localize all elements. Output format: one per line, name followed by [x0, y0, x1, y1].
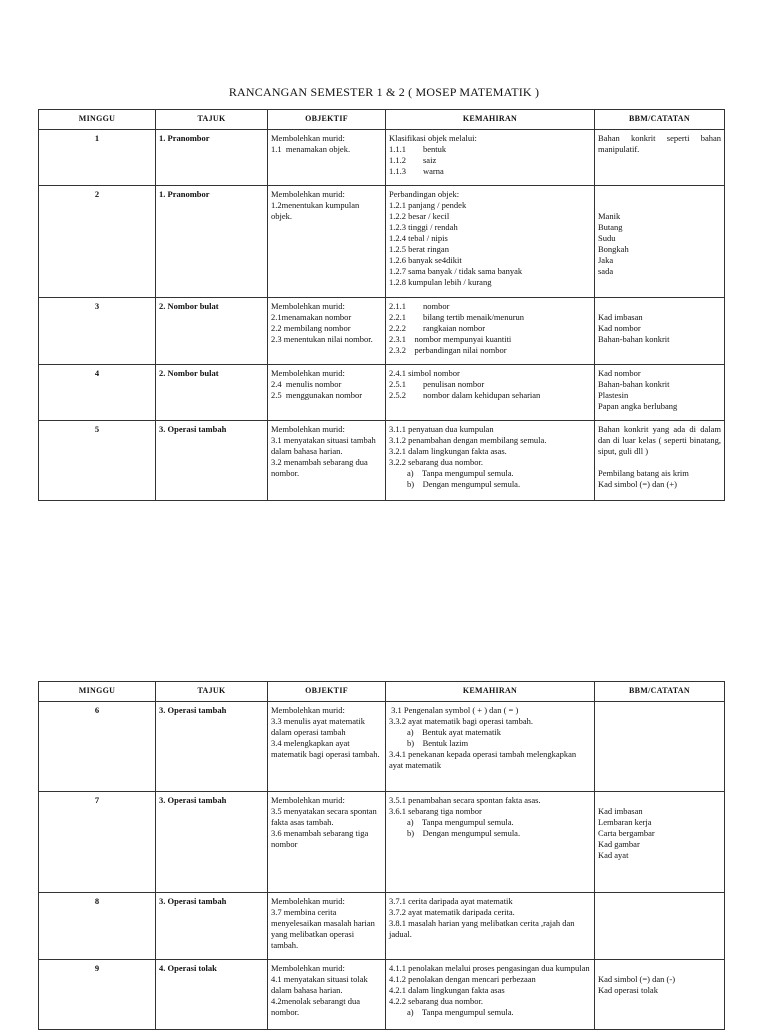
kemahiran-cell-line: b) Bentuk lazim: [407, 738, 469, 748]
objektif-cell: [268, 298, 386, 365]
kemahiran-cell-line: 3.8.1 masalah harian yang melibatkan cerita ,rajah dan jadual.: [389, 918, 577, 939]
objektif-cell: [268, 792, 386, 893]
bbm-cell: [595, 130, 725, 186]
bbm-cell-line: [598, 457, 721, 468]
minggu-cell: 4: [39, 365, 156, 421]
kemahiran-cell-line: 1.1.3 warna: [389, 166, 444, 176]
table-row: [39, 186, 725, 298]
kemahiran-cell-line: 2.5.2 nombor dalam kehidupan seharian: [389, 390, 541, 400]
bbm-cell-line: Manik: [598, 211, 621, 221]
kemahiran-cell-line: 2.4.1 simbol nombor: [389, 368, 460, 378]
objektif-cell-line: Membolehkan murid:: [271, 301, 345, 311]
objektif-cell-line: 4.1 menyatakan situasi tolak dalam bahasa harian.: [271, 974, 370, 995]
minggu-cell: 2: [39, 186, 156, 298]
tajuk-cell: 4. Operasi tolak: [156, 960, 268, 1030]
bbm-cell-line: [598, 795, 721, 806]
kemahiran-cell-line: 1.2.2 besar / kecil: [389, 211, 450, 221]
objektif-cell: [268, 186, 386, 298]
bbm-cell-line: Kad simbol (=) dan (-): [598, 974, 676, 984]
kemahiran-cell: [386, 960, 595, 1030]
objektif-cell-line: Membolehkan murid:: [271, 705, 345, 715]
objektif-cell-line: 1.1 menamakan objek.: [271, 144, 351, 154]
bbm-cell-line: [598, 200, 721, 211]
objektif-cell-line: 3.2 menambah sebarang dua nombor.: [271, 457, 370, 478]
bbm-cell: [595, 702, 725, 792]
kemahiran-cell: [386, 298, 595, 365]
tajuk-cell: 3. Operasi tambah: [156, 893, 268, 960]
objektif-cell-line: Membolehkan murid:: [271, 963, 345, 973]
header-row: [39, 110, 725, 130]
tajuk-cell: 2. Nombor bulat: [156, 298, 268, 365]
kemahiran-cell-line: 4.1.1 penolakan melalui proses pengasingan dua kumpulan: [389, 963, 590, 973]
header-row: [39, 682, 725, 702]
table-row: [39, 893, 725, 960]
table-body: [39, 130, 725, 501]
bbm-cell-line: Kad gambar: [598, 839, 640, 849]
kemahiran-cell-line: Perbandingan objek:: [389, 189, 460, 199]
document-title: RANCANGAN SEMESTER 1 & 2 ( MOSEP MATEMATIK ): [228, 85, 540, 99]
objektif-cell: [268, 960, 386, 1030]
header-bbm: BBM/CATATAN: [595, 110, 725, 130]
kemahiran-cell-line: a) Bentuk ayat matematik: [407, 727, 501, 737]
bbm-cell: [595, 960, 725, 1030]
bbm-cell-line: [598, 189, 721, 200]
bbm-cell-line: sada: [598, 266, 614, 276]
table-row: [39, 960, 725, 1030]
objektif-cell-line: 2.4 menulis nombor: [271, 379, 342, 389]
bbm-cell: [595, 893, 725, 960]
kemahiran-cell: [386, 186, 595, 298]
tajuk-cell: 3. Operasi tambah: [156, 702, 268, 792]
bbm-cell-line: Kad imbasan: [598, 312, 643, 322]
tajuk-cell: 1. Pranombor: [156, 186, 268, 298]
plan-table-2: [38, 681, 725, 1030]
kemahiran-cell-line: 1.2.8 kumpulan lebih / kurang: [389, 277, 492, 287]
objektif-cell-line: 3.1 menyatakan situasi tambah dalam bahasa harian.: [271, 435, 378, 456]
kemahiran-cell-line: b) Dengan mengumpul semula.: [407, 479, 521, 489]
bbm-cell-line: Bahan-bahan konkrit: [598, 334, 670, 344]
kemahiran-cell-line: Klasifikasi objek melalui:: [389, 133, 477, 143]
header-bbm: BBM/CATATAN: [595, 682, 725, 702]
bbm-cell-line: Kad imbasan: [598, 806, 643, 816]
objektif-cell-line: 3.4 melengkapkan ayat matematik bagi operasi tambah.: [271, 738, 380, 759]
kemahiran-cell-line: 1.2.3 tinggi / rendah: [389, 222, 458, 232]
kemahiran-cell-line: 1.1.1 bentuk: [389, 144, 447, 154]
objektif-cell-line: 4.2menolak sebarangt dua nombor.: [271, 996, 363, 1017]
kemahiran-cell-line: 4.2.1 dalam lingkungan fakta asas: [389, 985, 505, 995]
bbm-cell: [595, 365, 725, 421]
objektif-cell: [268, 702, 386, 792]
objektif-cell-line: 2.3 menentukan nilai nombor.: [271, 334, 373, 344]
bbm-cell-line: Kad ayat: [598, 850, 629, 860]
tajuk-cell: 1. Pranombor: [156, 130, 268, 186]
kemahiran-cell-line: 1.1.2 saiz: [389, 155, 437, 165]
kemahiran-cell-line: 1.2.6 banyak se4dikit: [389, 255, 462, 265]
objektif-cell-line: Membolehkan murid:: [271, 189, 345, 199]
kemahiran-cell-line: a) Tanpa mengumpul semula.: [407, 468, 514, 478]
bbm-cell: [595, 186, 725, 298]
kemahiran-cell-line: 1.2.7 sama banyak / tidak sama banyak: [389, 266, 523, 276]
bbm-cell: [595, 298, 725, 365]
table-row: [39, 130, 725, 186]
bbm-cell: [595, 421, 725, 501]
bbm-cell-line: Kad nombor: [598, 323, 641, 333]
kemahiran-cell-line: 3.7.2 ayat matematik daripada cerita.: [389, 907, 515, 917]
objektif-cell: [268, 421, 386, 501]
kemahiran-cell-line: a) Tanpa mengumpul semula.: [407, 817, 514, 827]
kemahiran-cell-line: 3.7.1 cerita daripada ayat matematik: [389, 896, 513, 906]
minggu-cell: 6: [39, 702, 156, 792]
header-objektif: OBJEKTIF: [268, 110, 386, 130]
kemahiran-cell-line: 2.2.2 rangkaian nombor: [389, 323, 486, 333]
objektif-cell: [268, 130, 386, 186]
minggu-cell: 7: [39, 792, 156, 893]
objektif-cell-line: Membolehkan murid:: [271, 133, 345, 143]
kemahiran-cell: [386, 130, 595, 186]
table-row: [39, 298, 725, 365]
objektif-cell-line: 3.3 menulis ayat matematik dalam operasi tambah: [271, 716, 368, 737]
bbm-cell: [595, 792, 725, 893]
minggu-cell: 9: [39, 960, 156, 1030]
header-objektif: OBJEKTIF: [268, 682, 386, 702]
kemahiran-cell: [386, 792, 595, 893]
plan-table-1: [38, 109, 725, 501]
table-row: [39, 421, 725, 501]
bbm-cell-line: Sudu: [598, 233, 616, 243]
objektif-cell-line: 2.2 membilang nombor: [271, 323, 351, 333]
kemahiran-cell-line: b) Dengan mengumpul semula.: [407, 828, 521, 838]
minggu-cell: 1: [39, 130, 156, 186]
kemahiran-cell-line: 3.4.1 penekanan kepada operasi tambah melengkapkan ayat matematik: [389, 749, 579, 770]
objektif-cell-line: 2.5 menggunakan nombor: [271, 390, 363, 400]
objektif-cell: [268, 365, 386, 421]
bbm-cell-line: Bahan-bahan konkrit: [598, 379, 670, 389]
bbm-cell-line: Kad operasi tolak: [598, 985, 658, 995]
objektif-cell-line: 3.5 menyatakan secara spontan fakta asas tambah.: [271, 806, 379, 827]
kemahiran-cell-line: 3.1.2 penambahan dengan membilang semula.: [389, 435, 547, 445]
header-minggu: MINGGU: [39, 110, 156, 130]
bbm-cell-line: Kad simbol (=) dan (+): [598, 479, 677, 489]
kemahiran-cell-line: 4.2.2 sebarang dua nombor.: [389, 996, 483, 1006]
minggu-cell: 3: [39, 298, 156, 365]
kemahiran-cell-line: 3.6.1 sebarang tiga nombor: [389, 806, 482, 816]
objektif-cell: [268, 893, 386, 960]
bbm-cell-line: Plastesin: [598, 390, 629, 400]
table-body: [39, 702, 725, 1030]
kemahiran-cell-line: 3.3.2 ayat matematik bagi operasi tambah.: [389, 716, 533, 726]
kemahiran-cell-line: 2.3.1 nombor mempunyai kuantiti: [389, 334, 512, 344]
kemahiran-cell-line: 4.1.2 penolakan dengan mencari perbezaan: [389, 974, 536, 984]
kemahiran-cell-line: 3.1 Pengenalan symbol ( + ) dan ( = ): [389, 705, 519, 715]
minggu-cell: 5: [39, 421, 156, 501]
kemahiran-cell: [386, 421, 595, 501]
kemahiran-cell: [386, 365, 595, 421]
kemahiran-cell-line: 1.2.4 tebal / nipis: [389, 233, 448, 243]
objektif-cell-line: Membolehkan murid:: [271, 424, 345, 434]
table-row: [39, 702, 725, 792]
bbm-cell-line: Pembilang batang ais krim: [598, 468, 689, 478]
kemahiran-cell-line: 2.2.1 bilang tertib menaik/menurun: [389, 312, 525, 322]
kemahiran-cell-line: a) Tanpa mengumpul semula.: [407, 1007, 514, 1017]
header-tajuk: TAJUK: [156, 682, 268, 702]
objektif-cell-line: 3.6 menambah sebarang tiga nombor: [271, 828, 371, 849]
objektif-cell-line: 2.1menamakan nombor: [271, 312, 352, 322]
kemahiran-cell-line: 3.2.2 sebarang dua nombor.: [389, 457, 483, 467]
objektif-cell-line: 3.7 membina cerita menyelesaikan masalah harian yang melibatkan operasi tambah.: [271, 907, 377, 950]
objektif-cell-line: 1.2menentukan kumpulan objek.: [271, 200, 362, 221]
kemahiran-cell-line: 1.2.1 panjang / pendek: [389, 200, 467, 210]
kemahiran-cell-line: 3.1.1 penyatuan dua kumpulan: [389, 424, 494, 434]
bbm-cell-line: Carta bergambar: [598, 828, 655, 838]
header-minggu: MINGGU: [39, 682, 156, 702]
tajuk-cell: 3. Operasi tambah: [156, 792, 268, 893]
bbm-cell-line: Bahan konkrit yang ada di dalam dan di luar kelas ( seperti binatang, siput, guli dll ): [598, 424, 724, 456]
bbm-cell-line: Butang: [598, 222, 623, 232]
tajuk-cell: 2. Nombor bulat: [156, 365, 268, 421]
kemahiran-cell: [386, 702, 595, 792]
kemahiran-cell-line: 3.2.1 dalam lingkungan fakta asas.: [389, 446, 507, 456]
header-kemahiran: KEMAHIRAN: [386, 682, 595, 702]
header-tajuk: TAJUK: [156, 110, 268, 130]
objektif-cell-line: Membolehkan murid:: [271, 368, 345, 378]
table-row: [39, 792, 725, 893]
bbm-cell-line: Bongkah: [598, 244, 629, 254]
kemahiran-cell: [386, 893, 595, 960]
kemahiran-cell-line: 2.3.2 perbandingan nilai nombor: [389, 345, 507, 355]
objektif-cell-line: Membolehkan murid:: [271, 795, 345, 805]
table-row: [39, 365, 725, 421]
kemahiran-cell-line: 3.5.1 penambahan secara spontan fakta asas.: [389, 795, 541, 805]
kemahiran-cell-line: 2.1.1 nombor: [389, 301, 450, 311]
kemahiran-cell-line: 1.2.5 berat ringan: [389, 244, 449, 254]
header-kemahiran: KEMAHIRAN: [386, 110, 595, 130]
bbm-cell-line: Kad nombor: [598, 368, 641, 378]
objektif-cell-line: Membolehkan murid:: [271, 896, 345, 906]
bbm-cell-line: Jaka: [598, 255, 614, 265]
tajuk-cell: 3. Operasi tambah: [156, 421, 268, 501]
bbm-cell-line: Lembaran kerja: [598, 817, 652, 827]
bbm-cell-line: [598, 963, 721, 974]
bbm-cell-line: Bahan konkrit seperti bahan manipulatif.: [598, 133, 724, 154]
bbm-cell-line: Papan angka berlubang: [598, 401, 678, 411]
minggu-cell: 8: [39, 893, 156, 960]
kemahiran-cell-line: 2.5.1 penulisan nombor: [389, 379, 485, 389]
bbm-cell-line: [598, 301, 721, 312]
